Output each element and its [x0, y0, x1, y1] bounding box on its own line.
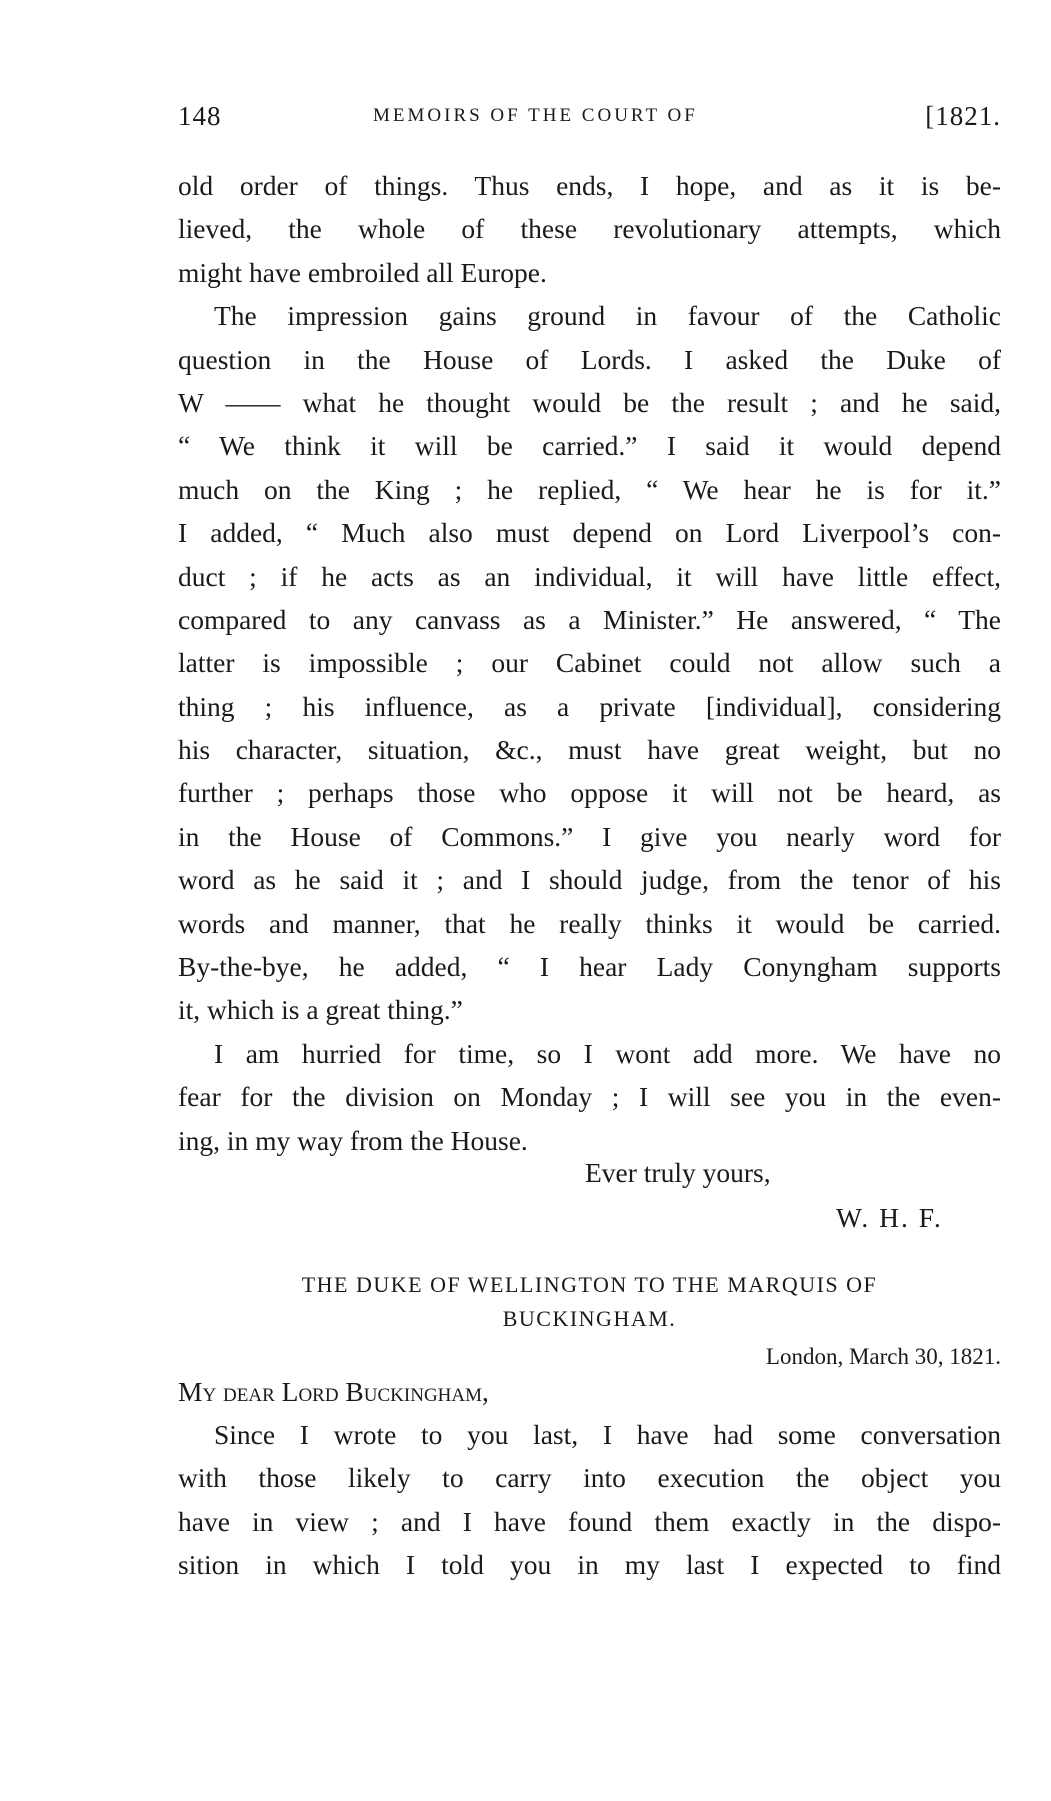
text-line: “ We think it will be carried.” I said it would depend: [178, 430, 1001, 462]
text-line: Since I wrote to you last, I have had some conversation: [214, 1419, 1001, 1450]
text-line: question in the House of Lords. I asked the Duke of: [178, 343, 1001, 375]
text-line: words and manner, that he really thinks it would be carried.: [178, 907, 1001, 939]
letter-closing: Ever truly yours,: [585, 1157, 771, 1188]
running-head: [178, 96, 1001, 136]
dateline: London, March 30, 1821.: [765, 1344, 1001, 1369]
text-line: word as he said it ; and I should judge, from the tenor of his: [178, 864, 1001, 896]
text-line: By-the-bye, he added, “ I hear Lady Conyngham supports: [178, 951, 1001, 983]
text-line: I added, “ Much also must depend on Lord Liverpool’s con-: [178, 517, 1001, 549]
text-line: sition in which I told you in my last I expected to find: [178, 1549, 1001, 1581]
text-line: I am hurried for time, so I wont add more. We have no: [214, 1037, 1001, 1069]
text-line: with those likely to carry into execution the object you: [178, 1462, 1001, 1494]
text-line: ing, in my way from the House.: [178, 1124, 528, 1156]
text-line: lieved, the whole of these revolutionary attempts, which: [178, 213, 1001, 245]
text-line: it, which is a great thing.”: [178, 994, 463, 1026]
text-line: further ; perhaps those who oppose it will not be heard, as: [178, 777, 1001, 809]
text-line: latter is impossible ; our Cabinet could not allow such a: [178, 647, 1001, 679]
text-line: The impression gains ground in favour of the Catholic: [214, 300, 1001, 332]
page-number: 148: [178, 101, 222, 131]
letter-body: [178, 164, 1001, 1162]
text-line: W —— what he thought would be the result ; and he said,: [178, 386, 1001, 418]
text-line: fear for the division on Monday ; I will see you in the even-: [178, 1081, 1001, 1113]
text-line: thing ; his influence, as a private [individual], considering: [178, 690, 1001, 722]
text-line: might have embroiled all Europe.: [178, 256, 547, 288]
letter-heading-line: BUCKINGHAM.: [502, 1306, 677, 1331]
text-line: duct ; if he acts as an individual, it will have little effect,: [178, 560, 1001, 592]
letter-heading-line: THE DUKE OF WELLINGTON TO THE MARQUIS OF: [301, 1272, 878, 1297]
text-line: his character, situation, &c., must have great weight, but no: [178, 734, 1001, 766]
letter-heading: [178, 1268, 1001, 1336]
letter-signature: W. H. F.: [836, 1202, 943, 1233]
text-line: have in view ; and I have found them exactly in the dispo-: [178, 1505, 1001, 1537]
running-head-year: [1821.: [925, 101, 1001, 131]
text-line: much on the King ; he replied, “ We hear he is for it.”: [178, 473, 1001, 505]
text-line: old order of things. Thus ends, I hope, and as it is be-: [178, 170, 1001, 201]
running-head-title: MEMOIRS OF THE COURT OF: [373, 105, 698, 126]
salutation: My dear Lord Buckingham,: [178, 1376, 489, 1407]
text-line: compared to any canvass as a Minister.” He answered, “ The: [178, 603, 1001, 635]
text-line: in the House of Commons.” I give you nearly word for: [178, 820, 1001, 852]
second-letter-body: [178, 1413, 1001, 1587]
